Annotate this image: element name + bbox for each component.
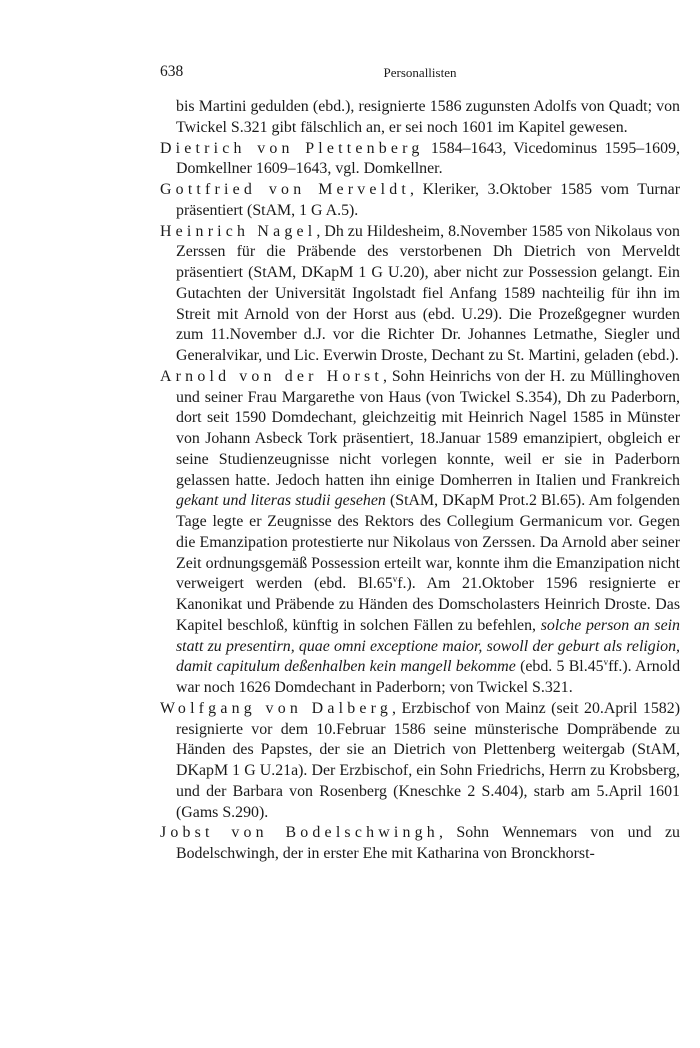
entry-name: Arnold von der Horst — [160, 367, 384, 385]
entry-name: Dietrich von Plettenberg — [160, 139, 424, 157]
register-entry — [160, 180, 680, 222]
entry-text: (ebd. 5 Bl.45 — [515, 658, 604, 676]
register-entry — [160, 367, 680, 699]
page-header — [160, 63, 680, 83]
body-text — [160, 97, 680, 865]
entry-name: Jobst von Bodelschwingh — [160, 824, 439, 842]
entry-text: ff.). Arnold war noch 1626 Domdechant in Paderborn; von Twickel S.321. — [176, 658, 681, 696]
entry-superscript: v — [603, 657, 609, 668]
entry-text: , Sohn Wennemars von und zu Bodelschwingh, der in erster Ehe mit Katharina von Bronckhorst- — [176, 824, 681, 862]
running-head: Personallisten — [383, 65, 457, 80]
register-entry — [160, 222, 680, 367]
entry-text: , Erzbischof von Mainz (seit 20.April 1582) resignierte vor dem 10.Februar 1586 seine münsterische Dompräbende zu Händen des Papstes, der sie an Dietrich von Plettenberg weitergab (StAM, DKapM 1 G U.21a). Der Erzbischof, ein Sohn Friedrichs, Herrn zu Krobsberg, und der Barbara von Rosenberg (Kneschke 2 S.404), starb am 5.April 1601 (Gams S.290). — [176, 699, 680, 821]
register-entry — [160, 139, 680, 181]
entry-text: bis Martini gedulden (ebd.), resignierte 1586 zugunsten Adolfs von Quadt; von Twickel S.321 gibt fälschlich an, er sei noch 1601 im Kapitel gewesen. — [176, 98, 680, 136]
entry-superscript: v — [392, 574, 398, 585]
entry-name: Wolfgang von Dalberg — [160, 699, 392, 717]
entry-text: f.). Am 21.Oktober 1596 resignierte er Kanonikat und Präbende zu Händen des Domscholasters Heinrich Droste. Das Kapitel beschloß, künftig in solchen Fällen zu befehlen, — [176, 575, 680, 634]
entry-text: (StAM, DKapM Prot.2 Bl.65). Am folgenden Tage legte er Zeugnisse des Rektors des Collegium Germanicum vor. Gegen die Emanzipation protestierte nur Nikolaus von Zerssen. Da Arnold aber seiner Zeit ordnungsgemäß Possession erteilt war, konnte ihm die Emanzipation nicht verweigert werden (ebd. Bl.65 — [176, 492, 680, 593]
entry-name: Heinrich Nagel — [160, 222, 317, 240]
register-entry — [160, 699, 680, 824]
entry-quote: gekant und literas studii gesehen — [176, 492, 386, 510]
entry-quote: solche person an sein statt zu presentirn, quae omni exceptione maior, sowoll der geburt als religion, damit capitulum deßenhalben kein mangell bekomme — [176, 616, 680, 676]
page-number: 638 — [160, 63, 184, 80]
entry-text: , Kleriker, 3.Oktober 1585 vom Turnar präsentiert (StAM, 1 G A.5). — [176, 181, 680, 219]
entry-text: , Sohn Heinrichs von der H. zu Müllinghoven und seiner Frau Margarethe von Haus (von Twickel S.354), Dh zu Paderborn, dort seit 1590 Domdechant, gleichzeitig mit Heinrich Nagel 1585 in Münster von Johann Asbeck Tork präsentiert, 18.Januar 1589 emanzipiert, obgleich er seine Studienzeugnisse nicht vorlegen konnte, weil er sie in Paderborn gelassen hatte. Jedoch hatten ihn einige Domherren in Italien und Frankreich — [176, 367, 681, 489]
register-entry — [160, 823, 680, 865]
entry-name: Gottfried von Merveldt — [160, 181, 411, 198]
entry-text: 1584–1643, Vicedominus 1595–1609, Domkellner 1609–1643, vgl. Domkellner. — [176, 139, 680, 178]
entry-text: , Dh zu Hildesheim, 8.November 1585 von Nikolaus von Zerssen für die Präbende des verstorbenen Dh Dietrich von Merveldt präsentiert (StAM, DKapM 1 G U.20), aber nicht zur Possession gelangt. Ein Gutachten der Universität Ingolstadt fiel Anfang 1589 nachteilig für ihn im Streit mit Arnold von der Horst aus (ebd. U.29). Die Prozeßgegner wurden zum 11.November d.J. vor die Richter Dr. Johannes Letmathe, Siegler und Generalvikar, und Lic. Everwin Droste, Dechant zu St. Martini, geladen (ebd.). — [176, 222, 680, 364]
register-entry — [160, 97, 680, 139]
